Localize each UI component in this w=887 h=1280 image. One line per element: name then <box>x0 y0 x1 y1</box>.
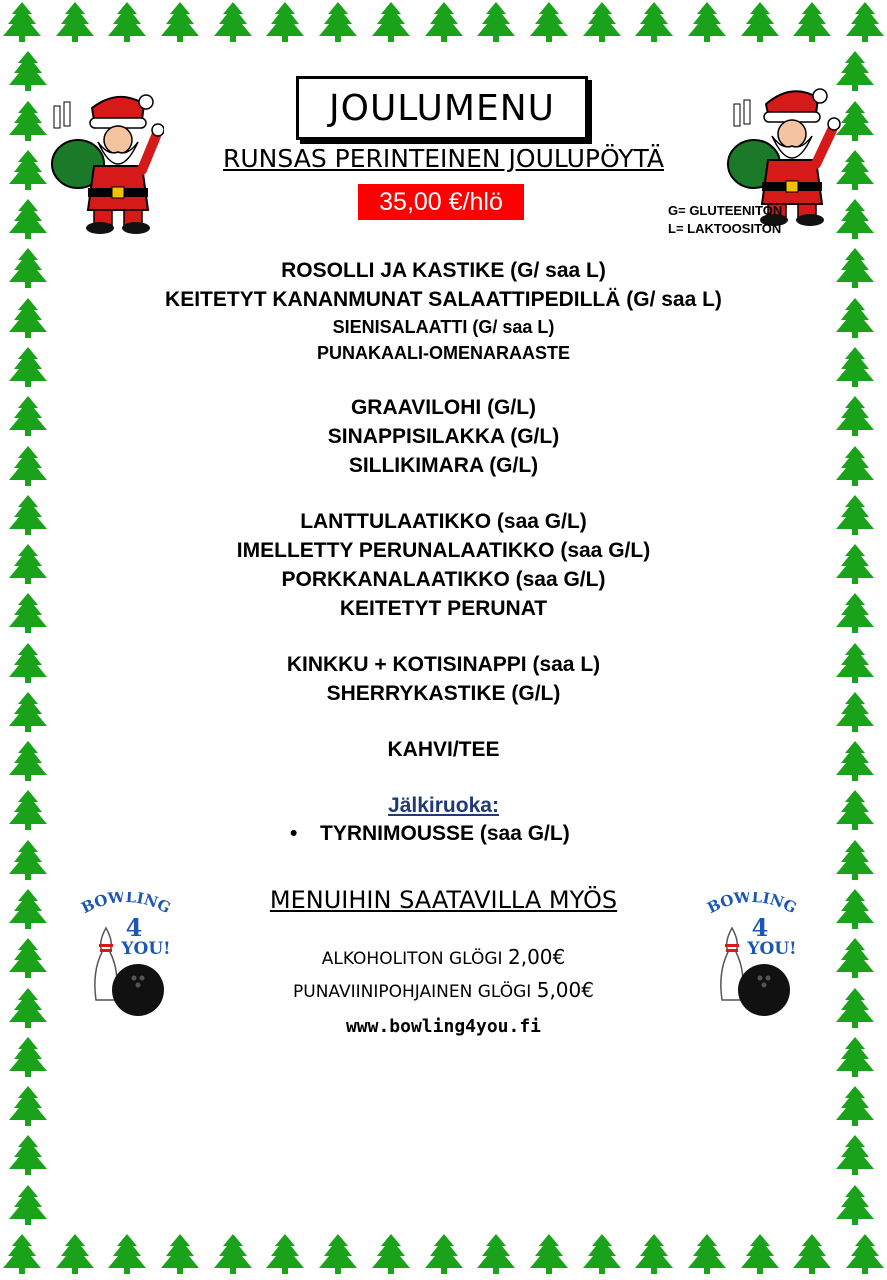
christmas-tree-icon <box>53 0 97 44</box>
diet-legend <box>668 202 782 238</box>
christmas-tree-icon <box>632 0 676 44</box>
menu-title: JOULUMENU <box>328 87 555 129</box>
christmas-tree-icon <box>263 0 307 44</box>
dessert-heading: Jälkiruoka: <box>388 794 499 817</box>
menu-item: KEITETYT KANANMUNAT SALAATTIPEDILLÄ (G/ saa L) <box>165 288 722 311</box>
christmas-tree-icon <box>738 1232 782 1276</box>
website-link[interactable]: www.bowling4you.fi <box>345 1016 542 1037</box>
christmas-tree-icon <box>685 0 729 44</box>
menu-title-box <box>296 76 588 140</box>
christmas-tree-icon <box>790 1232 834 1276</box>
group-spacer <box>0 366 887 393</box>
menu-item: KEITETYT PERUNAT <box>339 597 548 620</box>
christmas-tree-icon <box>833 1133 877 1177</box>
menu-item: SHERRYKASTIKE (G/L) <box>326 682 561 705</box>
svg-text:BOWLING: BOWLING <box>78 892 174 918</box>
christmas-tree-icon <box>580 1232 624 1276</box>
svg-text:BOWLING: BOWLING <box>704 892 800 918</box>
christmas-tree-icon <box>0 0 44 44</box>
extras-heading: MENUIHIN SAATAVILLA MYÖS <box>269 886 618 914</box>
christmas-tree-icon <box>527 0 571 44</box>
christmas-tree-icon <box>0 1232 44 1276</box>
group-spacer <box>0 480 887 507</box>
christmas-tree-icon <box>369 0 413 44</box>
bullet-icon: • <box>290 822 298 845</box>
svg-text:YOU!: YOU! <box>747 939 797 959</box>
christmas-tree-icon <box>474 1232 518 1276</box>
svg-text:4: 4 <box>751 913 769 942</box>
christmas-tree-icon <box>211 0 255 44</box>
christmas-tree-icon <box>6 838 50 882</box>
extra-item: ALKOHOLITON GLÖGI 2,00€ <box>321 945 566 969</box>
christmas-tree-icon <box>833 838 877 882</box>
christmas-tree-icon <box>833 1035 877 1079</box>
christmas-tree-icon <box>580 0 624 44</box>
christmas-tree-icon <box>833 1084 877 1128</box>
christmas-tree-icon <box>263 1232 307 1276</box>
menu-subtitle: RUNSAS PERINTEINEN JOULUPÖYTÄ <box>223 144 664 173</box>
menu-item: SINAPPISILAKKA (G/L) <box>327 425 560 448</box>
menu-item: KAHVI/TEE <box>387 738 500 761</box>
svg-text:YOU!: YOU! <box>121 939 171 959</box>
christmas-tree-icon <box>738 0 782 44</box>
menu-item: KINKKU + KOTISINAPPI (saa L) <box>286 653 601 676</box>
christmas-tree-icon <box>843 0 887 44</box>
christmas-tree-icon <box>6 1084 50 1128</box>
christmas-tree-icon <box>422 0 466 44</box>
menu-item: LANTTULAATIKKO (saa G/L) <box>300 510 587 533</box>
christmas-tree-icon <box>833 1183 877 1227</box>
christmas-tree-icon <box>158 1232 202 1276</box>
christmas-tree-icon <box>632 1232 676 1276</box>
bowling-logo-left <box>76 892 176 1022</box>
christmas-tree-icon <box>6 1035 50 1079</box>
christmas-tree-icon <box>53 1232 97 1276</box>
christmas-tree-icon <box>105 0 149 44</box>
svg-text:4: 4 <box>125 913 143 942</box>
extra-item: PUNAVIINIPOHJAINEN GLÖGI 5,00€ <box>293 978 594 1002</box>
menu-item: GRAAVILOHI (G/L) <box>350 396 537 419</box>
legend-lactose-free: L= LAKTOOSITON <box>668 221 782 236</box>
menu-item: SILLIKIMARA (G/L) <box>348 454 539 477</box>
dessert-item: • TYRNIMOUSSE (saa G/L) <box>290 822 570 845</box>
christmas-tree-icon <box>422 1232 466 1276</box>
christmas-tree-icon <box>105 1232 149 1276</box>
menu-items <box>0 256 887 764</box>
christmas-tree-icon <box>790 0 834 44</box>
group-spacer <box>0 623 887 650</box>
christmas-tree-icon <box>316 0 360 44</box>
christmas-tree-icon <box>316 1232 360 1276</box>
group-spacer <box>0 708 887 735</box>
price-badge: 35,00 €/hlö <box>358 184 524 220</box>
legend-gluten-free: G= GLUTEENITON <box>668 203 783 218</box>
menu-item: PORKKANALAATIKKO (saa G/L) <box>281 568 606 591</box>
bowling-logo-right <box>702 892 802 1022</box>
christmas-tree-icon <box>6 1183 50 1227</box>
christmas-tree-icon <box>527 1232 571 1276</box>
christmas-tree-icon <box>843 1232 887 1276</box>
menu-item: IMELLETTY PERUNALAATIKKO (saa G/L) <box>236 539 651 562</box>
menu-item: PUNAKAALI-OMENARAASTE <box>317 343 570 363</box>
christmas-tree-icon <box>158 0 202 44</box>
christmas-tree-icon <box>211 1232 255 1276</box>
christmas-tree-icon <box>369 1232 413 1276</box>
menu-item: ROSOLLI JA KASTIKE (G/ saa L) <box>281 259 606 282</box>
christmas-tree-icon <box>685 1232 729 1276</box>
christmas-tree-icon <box>6 1133 50 1177</box>
menu-item: SIENISALAATTI (G/ saa L) <box>332 317 555 337</box>
christmas-tree-icon <box>474 0 518 44</box>
